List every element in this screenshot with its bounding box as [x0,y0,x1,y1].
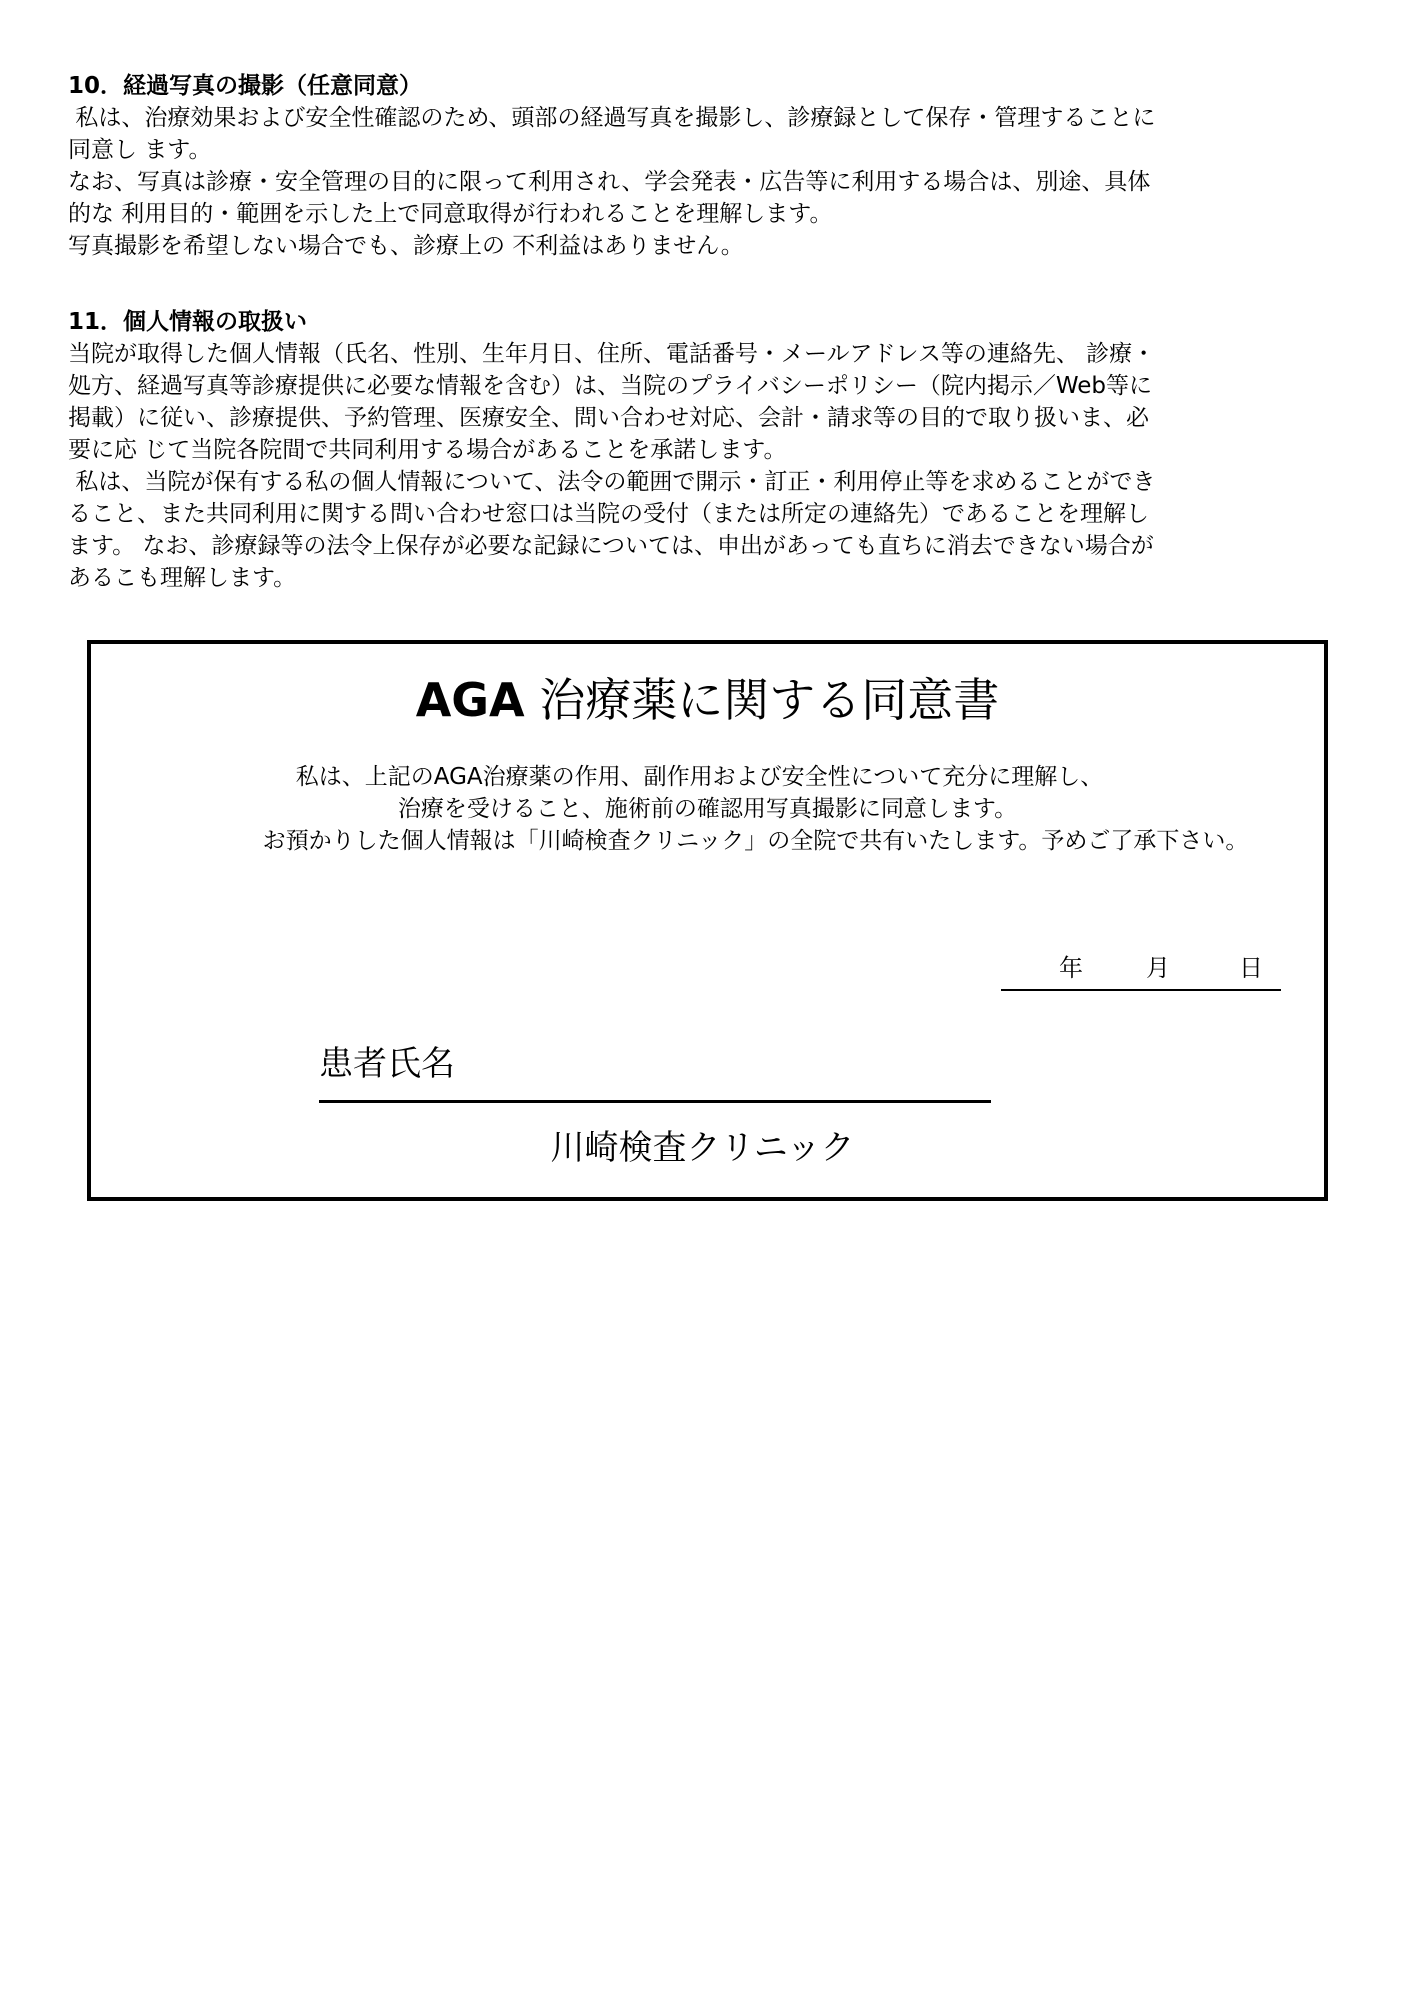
paragraph-line: 私は、当院が保有する私の個人情報について、法令の範囲で開示・訂正・利用停止等を求めることができ [68,469,1156,495]
consent-title-latin: AGA [415,673,525,727]
paragraph-line: ます。 なお、診療録等の法令上保存が必要な記録については、申出があっても直ちに消去できない場合が [68,533,1154,559]
patient-name-signature-line[interactable] [319,1100,991,1103]
consent-form-title [91,672,1324,728]
consent-statement-line: お預かりした個人情報は「川崎検査クリニック」の全院で共有いたします。予めご了承下さい。 [262,828,1249,854]
paragraph-line: ること、また共同利用に関する問い合わせ窓口は当院の受付（または所定の連絡先）であることを理解し [68,501,1149,527]
consent-statement-line: 私は、上記のAGA治療薬の作用、副作用および安全性について充分に理解し、 [295,764,1104,790]
paragraph-line: 当院が取得した個人情報（氏名、性別、生年月日、住所、電話番号・メールアドレス等の連絡先、 診療・ [68,341,1156,367]
consent-statement-line: 治療を受けること、施術前の確認用写真撮影に同意します。 [397,796,1018,822]
section-photo-consent [68,70,1338,262]
paragraph-line: 写真撮影を希望しない場合でも、診療上の 不利益はありません。 [68,233,744,259]
paragraph-line: 同意し ます。 [68,137,212,163]
date-day-label: 日 [1239,954,1263,982]
paragraph-line: 的な 利用目的・範囲を示した上で同意取得が行われることを理解します。 [68,201,833,227]
section-heading: 11．個人情報の取扱い [68,309,308,335]
paragraph-line: あるこも理解します。 [68,565,297,591]
paragraph-line: 要に応 じて当院各院間で共同利用する場合があることを承諾します。 [68,437,787,463]
section-heading: 10．経過写真の撮影（任意同意） [68,73,423,99]
clinic-name: 川崎検査クリニック [550,1128,855,1168]
paragraph-line: 処方、経過写真等診療提供に必要な情報を含む）は、当院のプライバシーポリシー（院内掲示／Web等に [68,373,1152,399]
date-month-label: 月 [1146,954,1170,982]
paragraph-line: 掲載）に従い、診療提供、予約管理、医療安全、問い合わせ対応、会計・請求等の目的で取り扱いま、必 [68,405,1149,431]
consent-title-rest: 治療薬に関する同意書 [524,673,1000,727]
paragraph-line: なお、写真は診療・安全管理の目的に限って利用され、学会発表・広告等に利用する場合は、別途、具体 [68,169,1151,195]
patient-name-label: 患者氏名 [319,1044,455,1084]
consent-form-box [87,640,1328,1201]
date-field[interactable] [1001,949,1281,991]
date-year-label: 年 [1059,954,1083,982]
paragraph-line: 私は、治療効果および安全性確認のため、頭部の経過写真を撮影し、診療録として保存・管理することに [68,105,1156,131]
section-personal-info [68,306,1338,594]
